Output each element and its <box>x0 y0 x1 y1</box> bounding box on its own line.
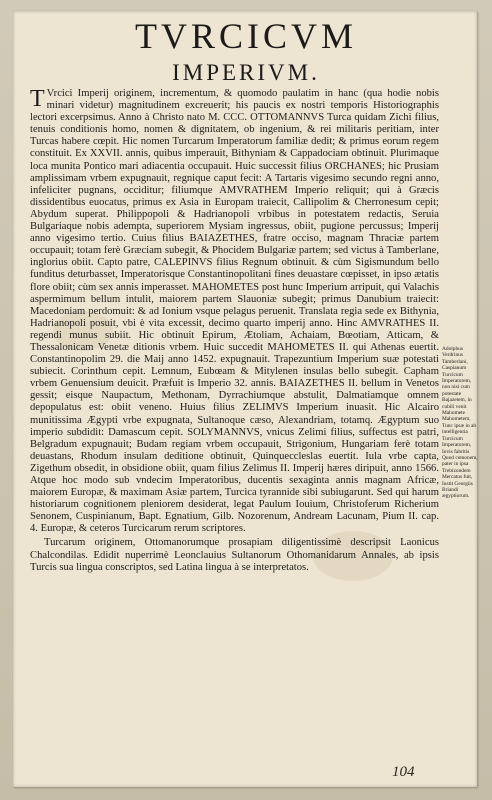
marginal-note: Adolphus Verdrinus Tamberlani, Caspianum Turcicum Imperatorem, non nisi cum potestate Bajazetem, in cubili venit Mahomete Mahometem, Tunc ipsæ in ab intelligentia Turcicum Imperatorem, Iovis fabritis Quod cœnonem, pater in ipsa Trebizondem Mercatus fuit, Iustit Georgiis Briandi ægyptiorum. <box>442 346 478 500</box>
page-number: 104 <box>392 764 415 780</box>
page-subtitle: IMPERIVM. <box>172 60 320 85</box>
page-title: TVRCICVM <box>134 16 358 56</box>
paragraph-main: TVrcici Imperij originem, incrementum, & quomodo paulatim in hanc (qua hodie nobis minari videtur) magnitudinem excreuerit; his paucis ex nostri temporis Historiographis lectori excerpsimus. Anno à Christo nato M. CCC. OTTOMANNVS Turca quidam Zichi filius, tenuis conditionis homo, nomen & dignitatem, ob ingenium, & rei militaris peritiam, inter Turcas habere cœpit. Hic nomen Turcarum Imperatorum familiæ dedit; & primus eorum regem constituit. Ex XXVII. annis, quibus imperauit, Bithyniam & Cappadociam obtinuit. Plurimaque loca munita Pontico mari adiacentia occupauit. Huic successit filius ORCHANES; hic Prusiam amplissimam vrbem expugnauit, regnique caput fecit: A Tartaris vigesimo secundo regni anno, infeliciter pugnans, occiditur; filiumque AMVRATHEM Imperio reliquit; qui à Græcis dissidentibus euocatus, primus ex Asia in Europam traiecit, Callipolim & Cherronesum cepit; Abydum superat. Philippopoli & Hadrianopoli vrbibus in potestatem redactis, Seruia Bulgariaque nobis adempta, superiorem Mysiam ingressus, obiit, pugione percussus; Imperij anno vigesimo tertio. Cuius filius BAIAZETHES, fratre occiso, magnam Thraciæ partem occupauit; totam ferè Græciam subegit, & Phocidem Bulgariæ partem; sed victus à Tamberlane, inglorius obiit. Capto patre, CALEPINVS filius Regnum obtinuit. & cùm Sigismundum bello funditus deturbasset, Imperatorisque Constantinopolitani fines deuastare cœpisset, in ipso ætatis flore obiit; cùm sex annis imperasset. MAHOMETES post hunc Imperium arripuit, qui Valachis aspermimum bellum intulit, maiorem partem Slauoniæ subegit; primus Danubium traiecit: Macedoniam perdomuit: & ad Ionium vsque pelagus peruenit. Translata regia sede ex Bithynia, Hadrianopoli posuit, vbi è vita excessit, decimo quarto imperij anno. Hinc AMVRATHES II. regendi munus subiit. Hic obtinuit Epirum, Ætoliam, Achaiam, Bœotiam, Atticam, & Thessalonicam Venetæ ditionis vrbem. Huic succedit MAHOMETES II. qui Athenas euertit. Constantinopolim 29. die Maij anno 1452. expugnauit. Trapezuntium Imperium suæ potestati subiecit. Corinthum cepit. Lemnum, Eubœam & Mitylenen insulas bello subegit. Capham vrbem Genuensium deuicit. Præfuit is Imperio 32. annis. BAIAZETHES II. bellum in Venetos gessit; eisque Naupactum, Methonam, Dyrrachiumque abstulit, Dalmatiamque omnem depopulatus est: obiit veneno. Huius filius ZELIMVS Imperium inuasit. Hic Alcairo munitissima Ægypti vrbe expugnata, Sultanoque cæso, Alexandriam, totamq. Ægyptum suo imperio subdidit: Damascum cepit. SOLYMANNVS, vnicus Zelimi filius, suffectus est patri, Belgradum expugnauit; Budam regiam vrbem occupauit, Strigonium, Hungariam ferè totam deuastans, Rhodum insulam deditione obtinuit, Quinqueccleslas euertit. Iula vrbe capta, Zigethum obsedit, in obsidione obiit, quam filius Zelimus II. Imperij hæres diripuit, anno 1566. Atque hoc modo sub vndecim Imperatoribus, ducentis sexaginta annis magnam Africæ, maiorem Europæ, & maximam Asiæ partem, Turcica tyrannide sibi subiugarunt. Sed qui harum historiarum cognitionem pleniorem desiderat, legat Paulum Iouium, Christoferum Richerium Senonem, Cuspinianum, Bapt. Egnatium, Gilb. Nozorenum, Andream Lacunam, Pium II. cap. 4. Europæ, & ceteros Turcicarum rerum scriptores. <box>30 86 439 535</box>
paragraph-closing: Turcarum originem, Ottomanorumque prosapiam diligentissimè descripsit Laonicus Chalcondilas. Edidit nuperrimè Leonclauius Sultanorum Othomanidarum Annales, ab ipsis Turcis sua lingua conscriptos, sed Latina lingua à se interpretatos. <box>30 537 439 573</box>
main-text <box>30 88 439 574</box>
